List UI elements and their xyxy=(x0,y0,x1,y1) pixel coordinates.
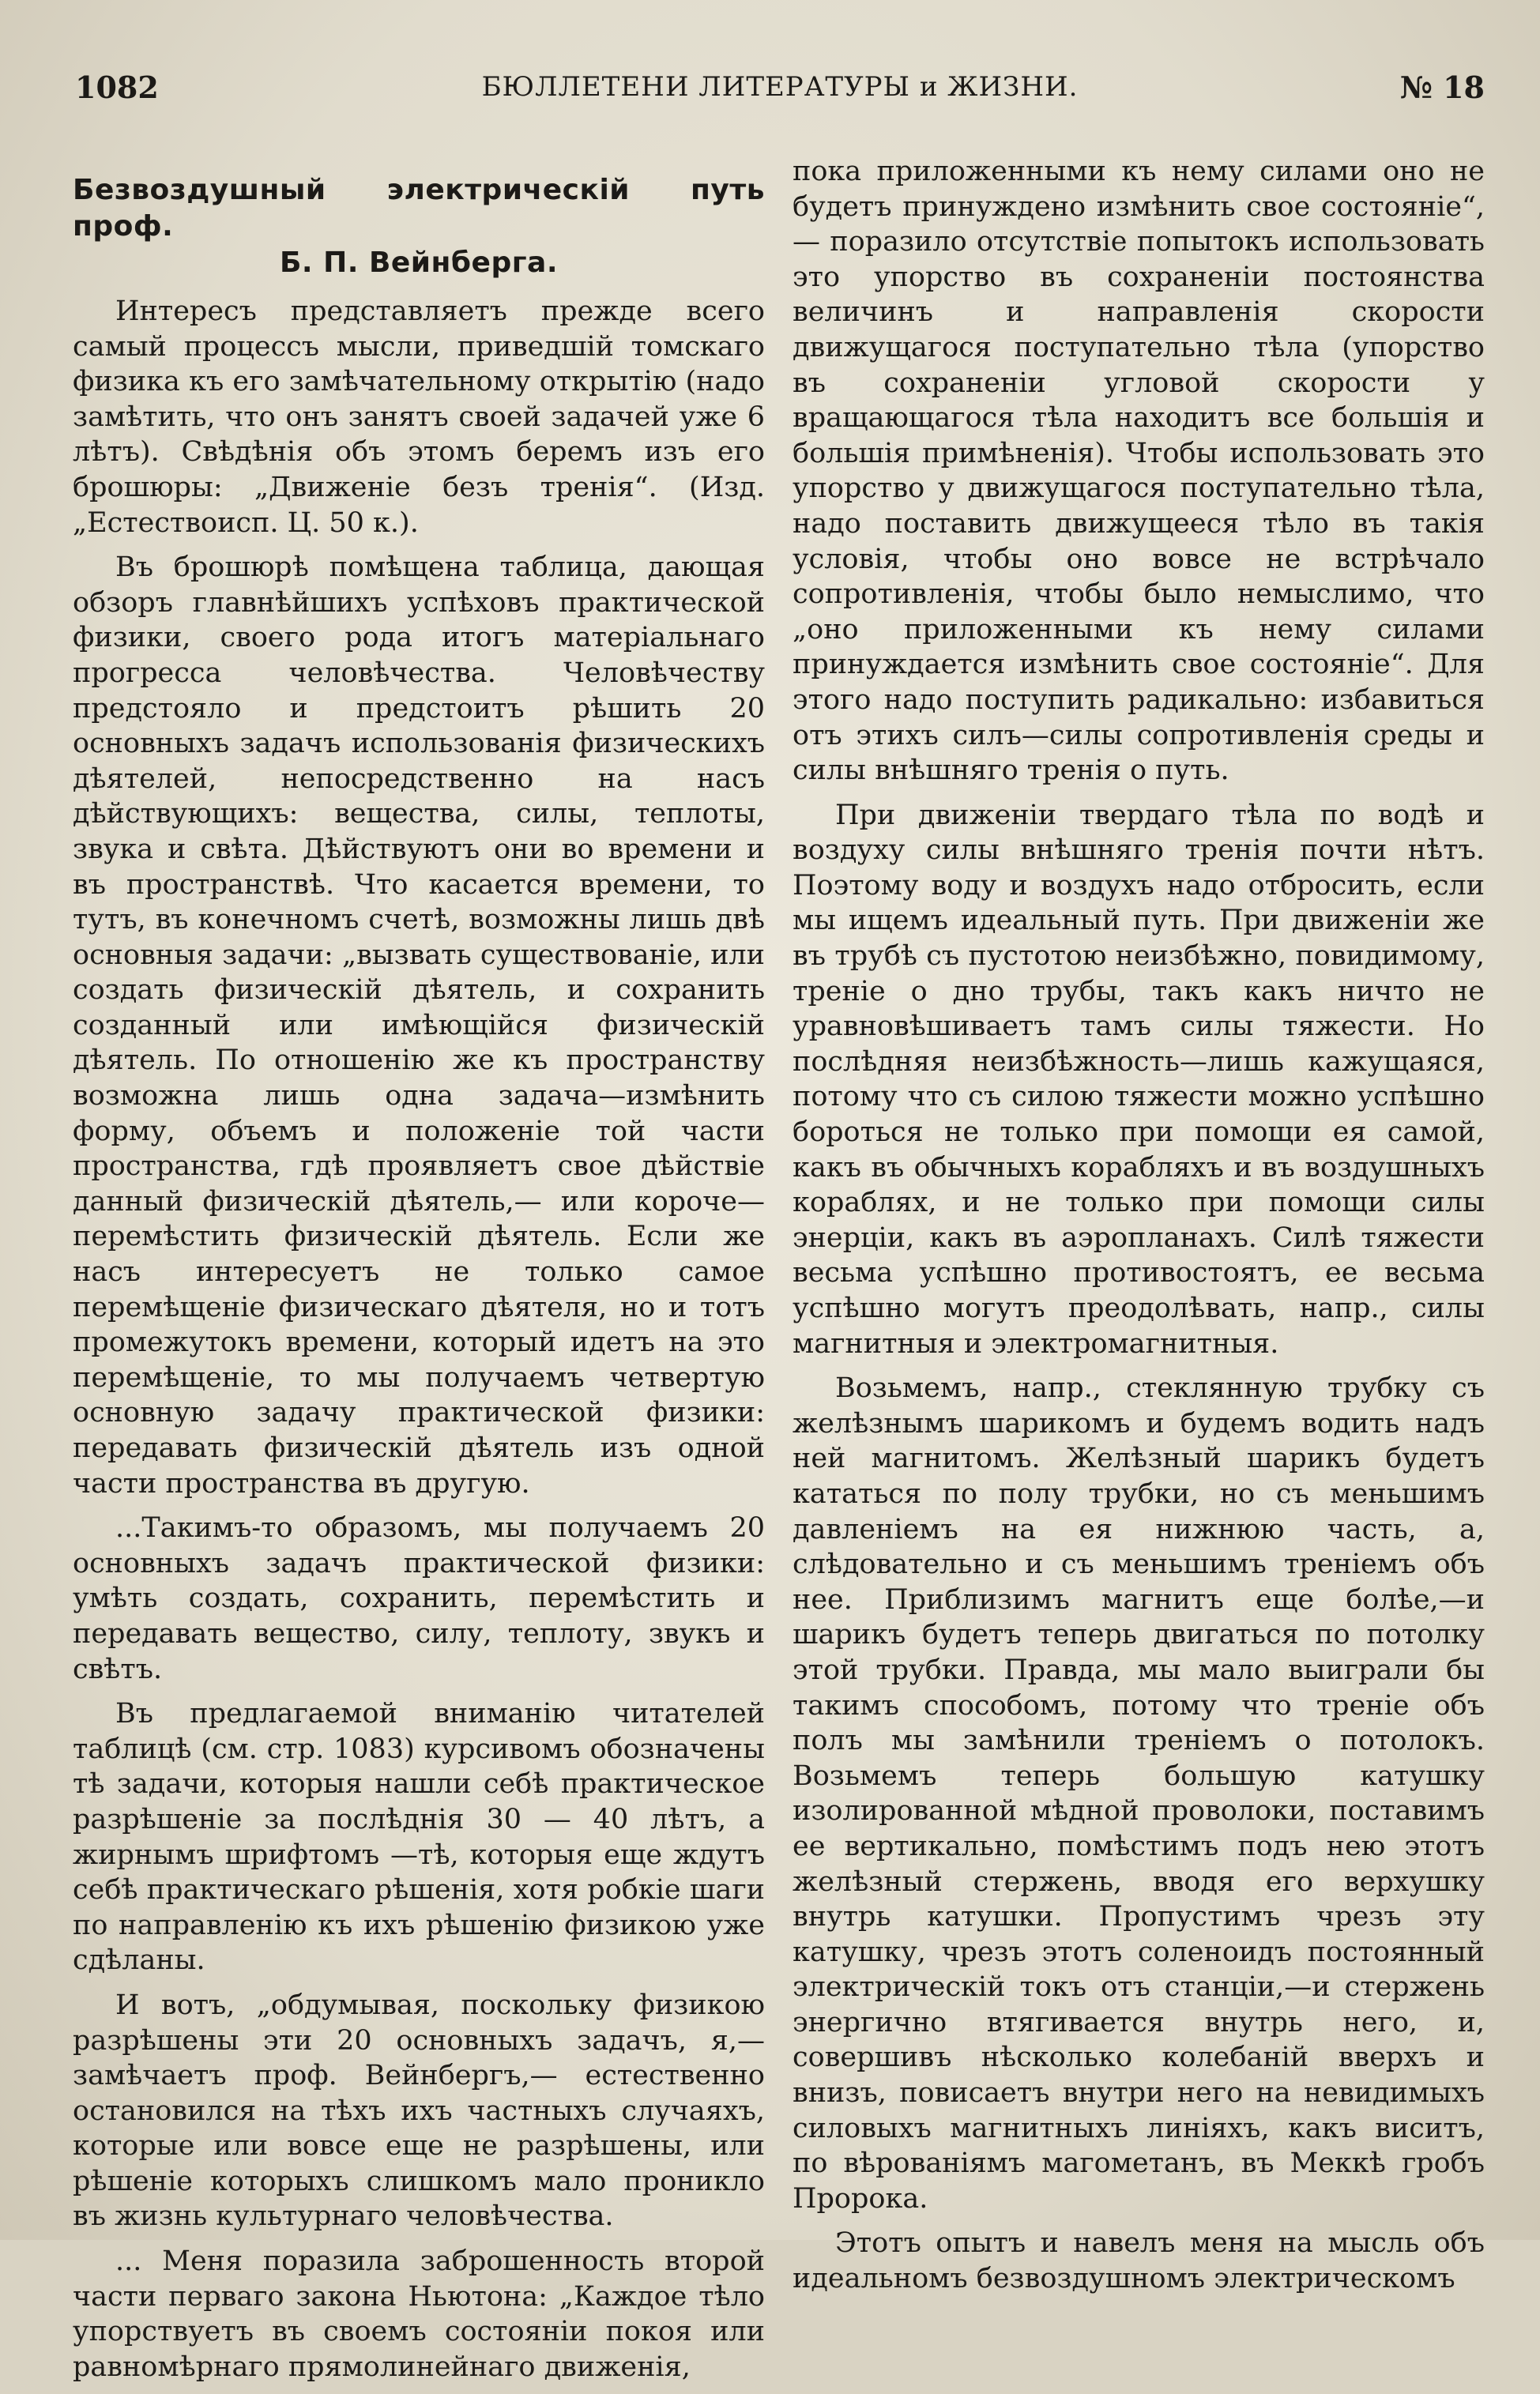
paragraph: И вотъ, „обдумывая, поскольку физикою разрѣшены эти 20 основныхъ задачъ, я,—замѣчаетъ проф. Вейнбергъ,— естественно остановился на тѣхъ ихъ частныхъ случаяхъ, которые или вовсе еще не разрѣшены, или рѣшеніе которыхъ слишкомъ мало проникло въ жизнь культурнаго человѣчества. xyxy=(73,1989,765,2233)
issue-number: № 18 xyxy=(1399,70,1485,105)
paragraph: Интересъ представляетъ прежде всего самый процессъ мысли, приведшій томскаго физика къ его замѣчательному открытію (надо замѣтить, что онъ занятъ своей задачей уже 6 лѣтъ). Свѣдѣнія объ этомъ беремъ изъ его брошюры: „Движеніе безъ тренія“. (Изд. „Естествоисп. Ц. 50 к.). xyxy=(73,295,765,539)
article-title xyxy=(73,172,765,281)
paragraph: Этотъ опытъ и навелъ меня на мысль объ идеальномъ безвоздушномъ электрическомъ xyxy=(793,2227,1485,2295)
paragraph: При движеніи твердаго тѣла по водѣ и воздуху силы внѣшняго тренія почти нѣтъ. Поэтому воду и воздухъ надо отбросить, если мы ищемъ идеальный путь. При движеніи же въ трубѣ съ пустотою неизбѣжно, повидимому, треніе о дно трубы, такъ какъ ничто не уравновѣшиваетъ тамъ силы тяжести. Но послѣдняя неизбѣжность—лишь кажущаяся, потому что съ силою тяжести можно успѣшно бороться не только при помощи ея самой, какъ въ обычныхъ корабляхъ и въ воздушныхъ кораблях, и не только при помощи силы энерціи, какъ въ аэропланахъ. Силѣ тяжести весьма успѣшно противостоятъ, ее весьма успѣшно могутъ преодолѣвать, напр., силы магнитныя и электромагнитныя. xyxy=(793,799,1485,1360)
paragraph: пока приложенными къ нему силами оно не будетъ принуждено измѣнить свое состояніе“,— поразило отсутствіе попытокъ использовать это упорство въ сохраненіи постоянства величинъ и направленія скорости движущагося поступательно тѣла (упорство въ сохраненіи угловой скорости у вращающагося тѣла находитъ все большія и большія примѣненія). Чтобы использовать это упорство у движущагося поступательно тѣла, надо поставить движущееся тѣло въ такія условія, чтобы оно вовсе не встрѣчало сопротивленія, чтобы было немыслимо, что „оно приложенными къ нему силами принуждается измѣнить свое состояніе“. Для этого надо поступить радикально: избавиться отъ этихъ силъ—силы сопротивленія среды и силы внѣшняго тренія о путь. xyxy=(793,156,1485,787)
page-header xyxy=(75,70,1485,117)
page-number: 1082 xyxy=(75,70,159,105)
left-column xyxy=(73,172,765,2394)
journal-title: БЮЛЛЕТЕНИ ЛИТЕРАТУРЫ и ЖИЗНИ. xyxy=(481,71,1079,103)
right-column xyxy=(793,154,1485,2306)
article-title-line2: Б. П. Вейнберга. xyxy=(279,247,559,279)
article-title-line1: Безвоздушный электрическій путь проф. xyxy=(73,174,765,243)
paragraph: ... Меня поразила заброшенность второй части перваго закона Ньютона: „Каждое тѣло упорствуетъ въ своемъ состояніи покоя или равномѣрнаго прямолинейнаго движенія, xyxy=(73,2245,765,2383)
paragraph: ...Такимъ-то образомъ, мы получаемъ 20 основныхъ задачъ практической физики: умѣть создать, сохранить, перемѣстить и передавать вещество, силу, теплоту, звукъ и свѣтъ. xyxy=(73,1512,765,1685)
paragraph: Въ предлагаемой вниманію читателей таблицѣ (см. стр. 1083) курсивомъ обозначены тѣ задачи, которыя нашли себѣ практическое разрѣшеніе за послѣднія 30 — 40 лѣтъ, а жирнымъ шрифтомъ —тѣ, которыя еще ждутъ себѣ практическаго рѣшенія, хотя робкіе шаги по направленію къ ихъ рѣшенію физикою уже сдѣланы. xyxy=(73,1698,765,1977)
paragraph: Возьмемъ, напр., стеклянную трубку съ желѣзнымъ шарикомъ и будемъ водить надъ ней магнитомъ. Желѣзный шарикъ будетъ кататься по полу трубки, но съ меньшимъ давленіемъ на ея нижнюю часть, а, слѣдовательно и съ меньшимъ треніемъ объ нее. Приблизимъ магнитъ еще болѣе,—и шарикъ будетъ теперь двигаться по потолку этой трубки. Правда, мы мало выиграли бы такимъ способомъ, потому что треніе объ полъ мы замѣнили треніемъ о потолокъ. Возьмемъ теперь большую катушку изолированной мѣдной проволоки, поставимъ ее вертикально, помѣстимъ подъ нею этотъ желѣзный стержень, вводя его верхушку внутрь катушки. Пропустимъ чрезъ эту катушку, чрезъ этотъ соленоидъ постоянный электрическій токъ отъ станціи,—и стержень энергично втягивается внутрь него, и, совершивъ нѣсколько колебаній вверхъ и внизъ, повисаетъ внутри него на невидимыхъ силовыхъ магнитныхъ линіяхъ, какъ виситъ, по вѣрованіямъ магометанъ, въ Меккѣ гробъ Пророка. xyxy=(793,1372,1485,2215)
paragraph: Въ брошюрѣ помѣщена таблица, дающая обзоръ главнѣйшихъ успѣховъ практической физики, своего рода итогъ матеріальнаго прогресса человѣчества. Человѣчеству предстояло и предстоитъ рѣшить 20 основныхъ задачъ использованія физическихъ дѣятелей, непосредственно на насъ дѣйствующихъ: вещества, силы, теплоты, звука и свѣта. Дѣйствуютъ они во времени и въ пространствѣ. Что касается времени, то тутъ, въ конечномъ счетѣ, возможны лишь двѣ основныя задачи: „вызвать существованіе, или создать физическій дѣятель, и сохранить созданный или имѣющійся физическій дѣятель. По отношенію же къ пространству возможна лишь одна задача—измѣнить форму, объемъ и положеніе той части пространства, гдѣ проявляетъ свое дѣйствіе данный физическій дѣятель,— или короче—перемѣстить физическій дѣятель. Если же насъ интересуетъ не только самое перемѣщеніе физическаго дѣятеля, но и тотъ промежутокъ времени, который идетъ на это перемѣщеніе, то мы получаемъ четвертую основную задачу практической физики: передавать физическій дѣятель изъ одной части пространства въ другую. xyxy=(73,551,765,1500)
